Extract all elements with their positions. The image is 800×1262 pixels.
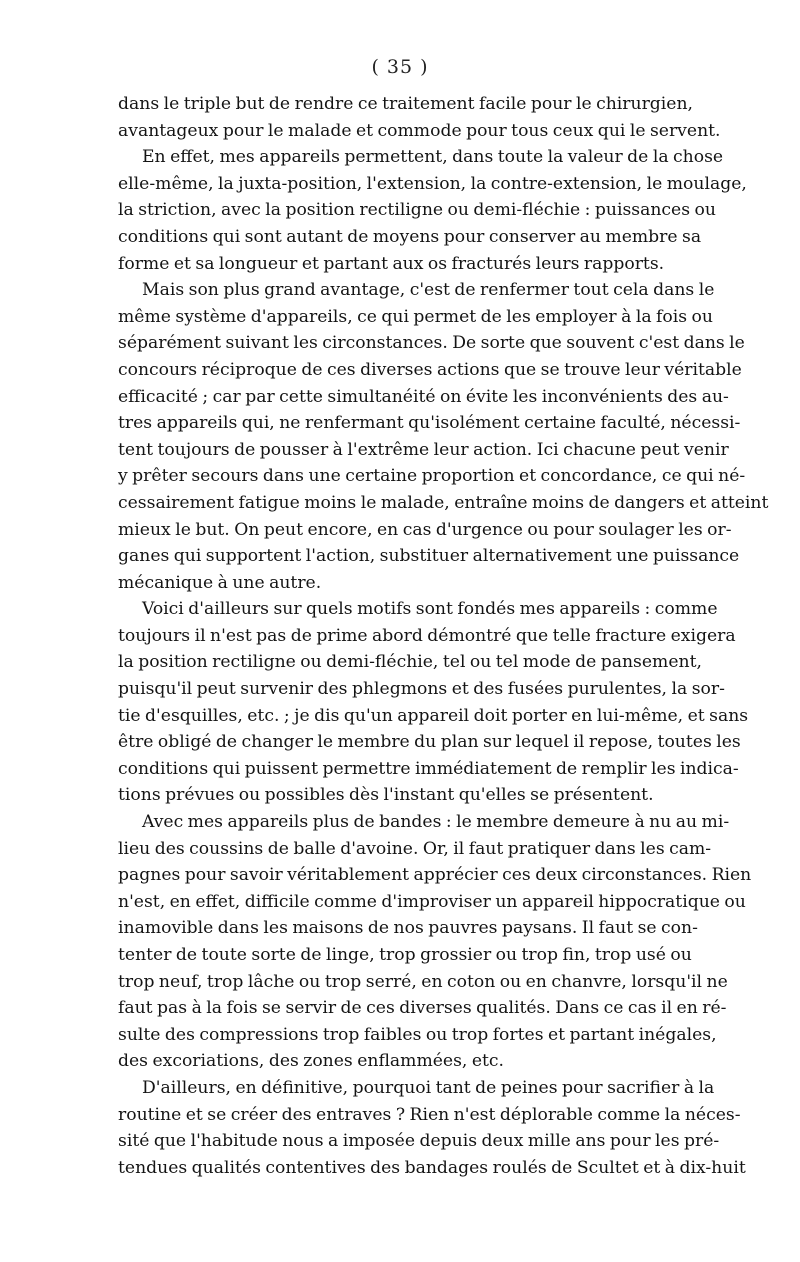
text-line: mieux le but. On peut encore, en cas d'urgence ou pour soulager les or- [118, 519, 732, 540]
text-line: tions prévues ou possibles dès l'instant qu'elles se présentent. [118, 785, 654, 806]
text-line: Avec mes appareils plus de bandes : le membre demeure à nu au mi- [142, 812, 730, 833]
text-line: D'ailleurs, en définitive, pourquoi tant de peines pour sacrifier à la [142, 1077, 715, 1098]
text-line: n'est, en effet, difficile comme d'improviser un appareil hippocratique ou [118, 891, 746, 912]
text-line: dans le triple but de rendre ce traitement facile pour le chirurgien, [118, 94, 693, 114]
text-line: mécanique à une autre. [118, 572, 322, 593]
text-line: conditions qui puissent permettre immédiatement de remplir les indica- [118, 758, 739, 779]
text-line: routine et se créer des entraves ? Rien n'est déplorable comme la néces- [118, 1104, 741, 1125]
text-line: des excoriations, des zones enflammées, etc. [118, 1051, 505, 1072]
text-line: Mais son plus grand avantage, c'est de renfermer tout cela dans le [142, 280, 715, 301]
page-number: ( 35 ) [371, 56, 429, 78]
body-text [118, 91, 769, 1181]
text-line: la position rectiligne ou demi-fléchie, tel ou tel mode de pansement, [118, 652, 702, 673]
text-line: Voici d'ailleurs sur quels motifs sont fondés mes appareils : comme [142, 599, 718, 620]
text-line: pagnes pour savoir véritablement apprécier ces deux circonstances. Rien [118, 865, 752, 886]
text-line: ganes qui supportent l'action, substituer alternativement une puissance [118, 546, 740, 567]
text-line: forme et sa longueur et partant aux os fracturés leurs rapports. [118, 253, 665, 274]
text-line: conditions qui sont autant de moyens pour conserver au membre sa [118, 226, 702, 247]
text-line: y prêter secours dans une certaine proportion et concordance, ce qui né- [118, 466, 746, 487]
text-line: trop neuf, trop lâche ou trop serré, en coton ou en chanvre, lorsqu'il ne [118, 971, 728, 992]
text-line: tendues qualités contentives des bandages roulés de Scultet et à dix-huit [118, 1157, 746, 1178]
text-line: inamovible dans les maisons de nos pauvres paysans. Il faut se con- [118, 918, 698, 939]
text-line: sité que l'habitude nous a imposée depuis deux mille ans pour les pré- [118, 1131, 720, 1152]
text-line: cessairement fatigue moins le malade, entraîne moins de dangers et atteint [118, 492, 769, 513]
text-line: la striction, avec la position rectiligne ou demi-fléchie : puissances ou [118, 200, 716, 221]
text-line: elle-même, la juxta-position, l'extension, la contre-extension, le moulage, [118, 173, 747, 194]
text-line: tenter de toute sorte de linge, trop grossier ou trop fin, trop usé ou [118, 945, 692, 965]
text-line: être obligé de changer le membre du plan sur lequel il repose, toutes les [118, 732, 741, 753]
text-line: tent toujours de pousser à l'extrême leur action. Ici chacune peut venir [118, 439, 729, 460]
text-line: tres appareils qui, ne renfermant qu'isolément certaine faculté, nécessi- [118, 413, 741, 434]
text-line: tie d'esquilles, etc. ; je dis qu'un appareil doit porter en lui-même, et sans [118, 705, 749, 726]
text-line: puisqu'il peut survenir des phlegmons et des fusées purulentes, la sor- [118, 679, 725, 700]
text-line: concours réciproque de ces diverses actions que se trouve leur véritable [118, 359, 742, 380]
text-line: avantageux pour le malade et commode pour tous ceux qui le servent. [118, 120, 721, 141]
text-line: séparément suivant les circonstances. De sorte que souvent c'est dans le [118, 333, 745, 354]
text-line: sulte des compressions trop faibles ou trop fortes et partant inégales, [118, 1024, 717, 1045]
text-line: lieu des coussins de balle d'avoine. Or, il faut pratiquer dans les cam- [118, 838, 712, 859]
text-line: toujours il n'est pas de prime abord démontré que telle fracture exigera [118, 625, 736, 646]
text-line: faut pas à la fois se servir de ces diverses qualités. Dans ce cas il en ré- [118, 998, 727, 1019]
text-line: En effet, mes appareils permettent, dans toute la valeur de la chose [142, 147, 724, 168]
text-line: même système d'appareils, ce qui permet de les employer à la fois ou [118, 306, 713, 327]
text-line: efficacité ; car par cette simultanéité on évite les inconvénients des au- [118, 386, 729, 407]
